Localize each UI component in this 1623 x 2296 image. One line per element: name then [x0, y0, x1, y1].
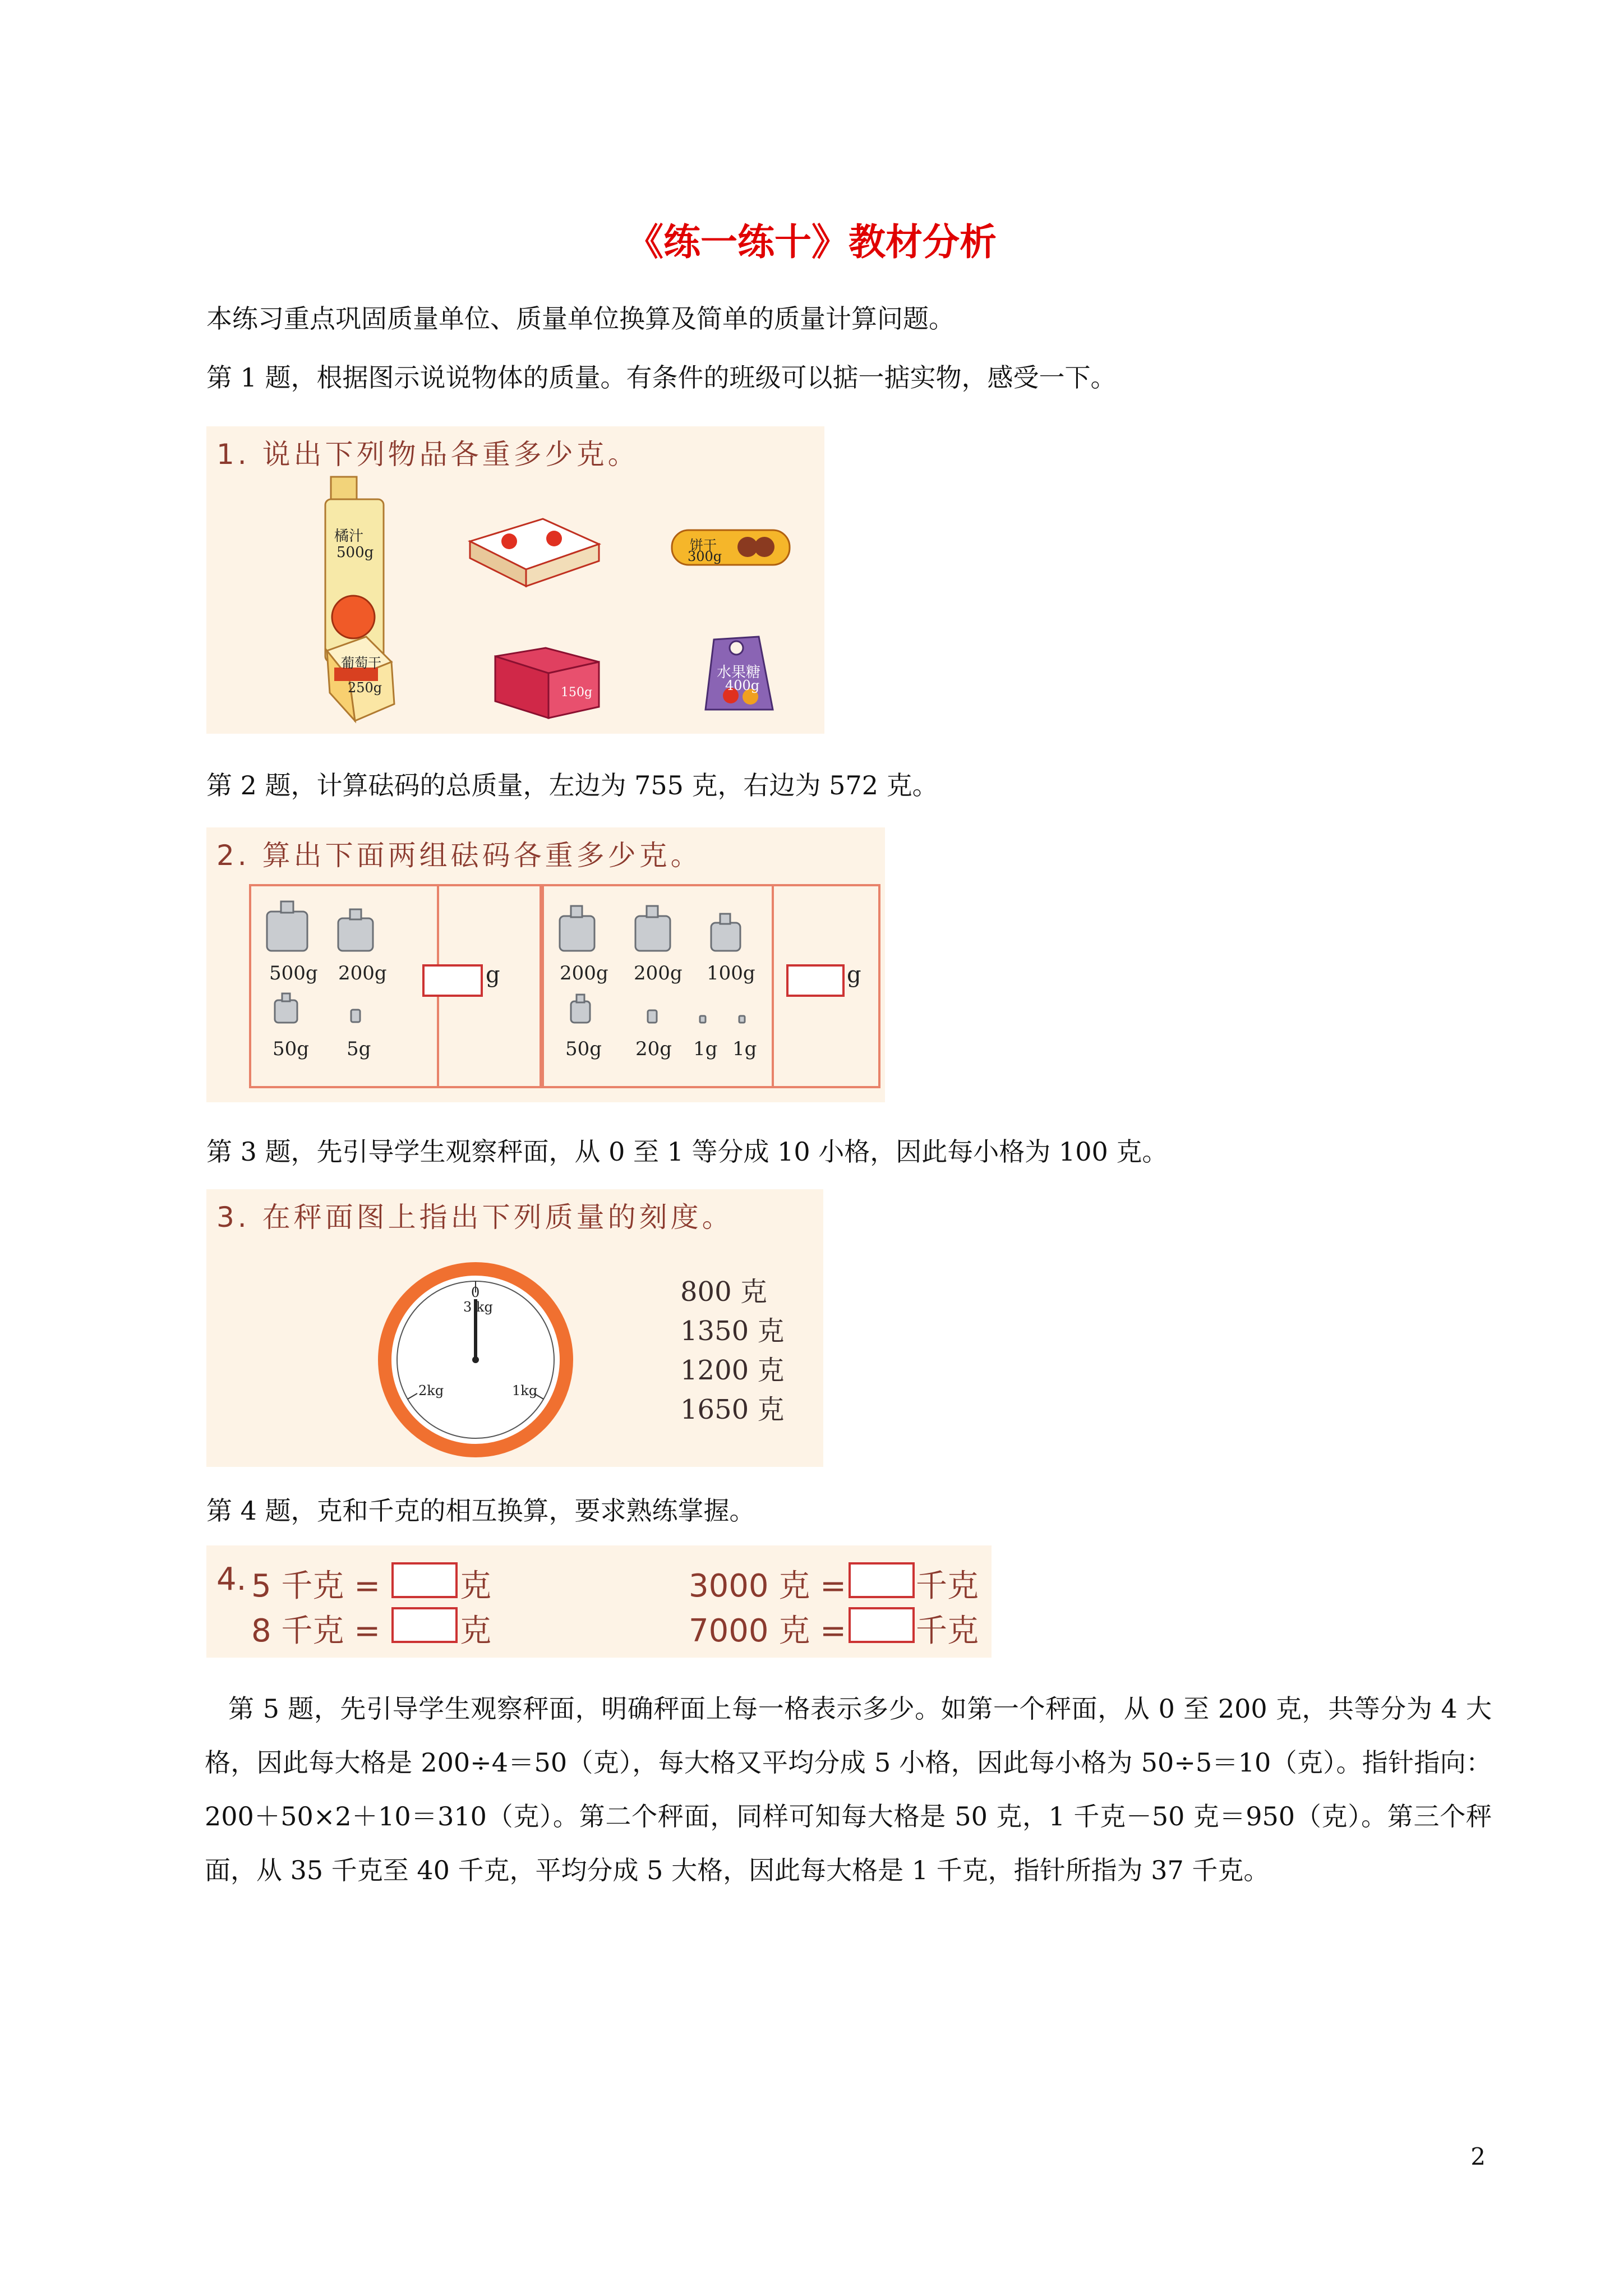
- w-right-2: 200g: [634, 962, 683, 984]
- gift-box-icon: [495, 648, 599, 718]
- unit-left: g: [486, 962, 500, 988]
- box-weight: 150g: [561, 685, 593, 700]
- q4-number: 4.: [216, 1561, 247, 1598]
- q1-figure: [206, 426, 824, 734]
- page-title: 《练一练十》教材分析: [626, 220, 997, 264]
- dial-label-3kg: 3 kg: [463, 1299, 493, 1315]
- w-right-4: 50g: [565, 1038, 602, 1060]
- q2-text: 第 2 题，计算砝码的总质量，左边为 755 克，右边为 572 克。: [206, 770, 938, 800]
- q4-text: 第 4 题，克和千克的相互换算，要求熟练掌握。: [206, 1496, 755, 1526]
- candy-label: 水果糖: [717, 664, 761, 681]
- q4-row2-lunit: 克: [460, 1613, 491, 1649]
- raisin-label: 葡萄干: [341, 655, 381, 671]
- q4-row1-runit: 千克: [916, 1568, 979, 1604]
- q4-box-2[interactable]: [849, 1562, 915, 1598]
- w-right-1: 200g: [560, 962, 608, 984]
- q1-text: 第 1 题，根据图示说说物体的质量。有条件的班级可以掂一掂实物，感受一下。: [206, 362, 1117, 393]
- answer-box-right[interactable]: [786, 964, 845, 997]
- w-left-4: 5g: [347, 1038, 371, 1060]
- q3-value-3: 1200 克: [680, 1355, 785, 1386]
- snack-box-icon: [470, 519, 599, 586]
- w-left-1: 500g: [269, 962, 318, 984]
- q4-box-3[interactable]: [391, 1607, 458, 1643]
- juice-bottle-icon: [325, 477, 384, 662]
- q5-text: 第 5 题，先引导学生观察秤面，明确秤面上每一格表示多少。如第一个秤面，从 0 至 200 克，共等分为 4 大格，因此每大格是 200÷4＝50（克），每大格又平均分成 5 小格，因此每小格为 50÷5＝10（克）。指针指向：200＋50×2＋10＝310（克）。第二个秤面，同样可知每大格是 50 克，1 千克－50 克＝950（克）。第三个秤面，从 35 千克至 40 千克，平均分成 5 大格，因此每大格是 1 千克，指针所指为 37 千克。: [205, 1694, 1492, 1885]
- q4-row2-left: 8 千克 =: [251, 1613, 381, 1649]
- q1-heading: 1. 说出下列物品各重多少克。: [216, 438, 639, 471]
- q3-value-2: 1350 克: [680, 1315, 785, 1347]
- cookie-weight: 300g: [688, 549, 722, 564]
- raisin-weight: 250g: [348, 680, 382, 696]
- answer-box-left[interactable]: [422, 964, 483, 997]
- q2-heading: 2. 算出下面两组砝码各重多少克。: [216, 839, 702, 872]
- q4-row2-runit: 千克: [916, 1613, 979, 1649]
- q4-row2-right: 7000 克 =: [689, 1613, 847, 1649]
- juice-label: 橘汁: [334, 528, 364, 545]
- q3-text: 第 3 题，先引导学生观察秤面，从 0 至 1 等分成 10 小格，因此每小格为 100 克。: [206, 1137, 1168, 1167]
- w-right-6: 1g: [693, 1038, 718, 1060]
- w-left-2: 200g: [338, 962, 387, 984]
- q4-box-1[interactable]: [391, 1562, 458, 1598]
- q3-figure: [206, 1189, 823, 1467]
- dial-label-0: 0: [471, 1285, 480, 1300]
- w-right-7: 1g: [732, 1038, 757, 1060]
- q4-figure: [206, 1545, 992, 1658]
- q4-row1-lunit: 克: [460, 1568, 491, 1604]
- dial-label-2kg: 2kg: [418, 1383, 444, 1398]
- q3-value-4: 1650 克: [680, 1394, 785, 1425]
- intro-paragraph: 本练习重点巩固质量单位、质量单位换算及简单的质量计算问题。: [206, 303, 955, 334]
- q4-box-4[interactable]: [849, 1607, 915, 1643]
- q2-figure: [206, 827, 885, 1102]
- w-left-3: 50g: [273, 1038, 310, 1060]
- q4-row1-left: 5 千克 =: [251, 1568, 381, 1604]
- q3-heading: 3. 在秤面图上指出下列质量的刻度。: [216, 1201, 734, 1234]
- w-right-5: 20g: [635, 1038, 672, 1060]
- q3-value-1: 800 克: [680, 1276, 767, 1308]
- candy-weight: 400g: [725, 678, 760, 693]
- cookie-label: 饼干: [690, 537, 717, 553]
- unit-right: g: [847, 962, 861, 988]
- q3-values: [680, 1272, 784, 1429]
- juice-weight: 500g: [336, 544, 374, 561]
- page-number: 2: [1470, 2143, 1486, 2170]
- w-right-3: 100g: [707, 962, 755, 984]
- dial-label-1kg: 1kg: [512, 1383, 538, 1398]
- q4-row1-right: 3000 克 =: [689, 1568, 847, 1604]
